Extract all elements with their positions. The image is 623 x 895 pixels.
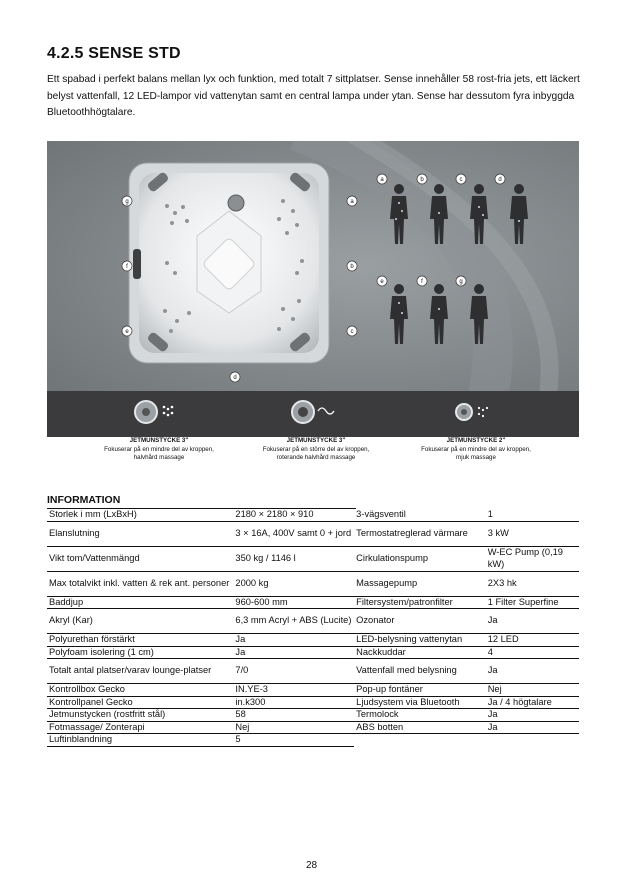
svg-text:f: f (421, 279, 423, 285)
table-cell: Termostatreglerad värmare (354, 521, 486, 546)
table-cell: 7/0 (233, 659, 354, 684)
table-row (47, 521, 579, 546)
page-number: 28 (305, 860, 318, 871)
svg-text:d: d (498, 177, 502, 183)
marker-d: d (233, 375, 237, 381)
table-cell: Nej (233, 721, 354, 734)
table-cell: Ozonator (354, 609, 486, 634)
table-cell: 2180 × 2180 × 910 (233, 509, 354, 521)
information-table (47, 494, 579, 747)
table-cell: Kontrollbox Gecko (47, 684, 233, 697)
table-cell: 6,3 mm Acryl + ABS (Lucite) (233, 609, 354, 634)
marker-c: c (350, 329, 354, 335)
table-cell: 58 (233, 709, 354, 722)
table-cell: 960-600 mm (233, 596, 354, 609)
table-cell: Pop-up fontäner (354, 684, 486, 697)
table-cell: Vikt tom/Vattenmängd (47, 546, 233, 571)
table-cell: Ja (486, 609, 579, 634)
table-cell: Ja (233, 634, 354, 647)
jet-caption-1: JETMUNSTYCKE 3" Fokuserar på en mindre del av kroppen, halvhård massage (104, 437, 214, 462)
table-cell: 350 kg / 1146 l (233, 546, 354, 571)
section-heading: 4.2.5 SENSE STD (47, 45, 181, 62)
table-row (47, 721, 579, 734)
table-cell (486, 734, 579, 747)
table-cell: 3 kW (486, 521, 579, 546)
table-cell: 3-vägsventil (354, 509, 486, 521)
table-cell: Fotmassage/ Zonterapi (47, 721, 233, 734)
table-cell: Vattenfall med belysning (354, 659, 486, 684)
table-cell: Termolock (354, 709, 486, 722)
svg-text:c: c (459, 177, 463, 183)
table-row (47, 734, 579, 747)
table-cell: IN.YE-3 (233, 684, 354, 697)
spa-diagram-graphic (47, 141, 579, 391)
table-row (47, 509, 579, 521)
marker-g: g (125, 199, 129, 205)
table-cell: Ja (486, 659, 579, 684)
table-row (47, 596, 579, 609)
jet-nozzle-icon (128, 397, 188, 427)
svg-text:a: a (380, 177, 384, 183)
small-jet-nozzle-icon (446, 397, 506, 427)
table-row (47, 659, 579, 684)
table-cell: 4 (486, 646, 579, 659)
table-cell: Polyfoam isolering (1 cm) (47, 646, 233, 659)
table-cell: Ja / 4 högtalare (486, 696, 579, 709)
table-row (47, 546, 579, 571)
table-cell: LED-belysning vattenytan (354, 634, 486, 647)
table-cell: ABS botten (354, 721, 486, 734)
table-row (47, 571, 579, 596)
table-cell: Ja (233, 646, 354, 659)
marker-f: f (126, 264, 128, 270)
table-row (47, 646, 579, 659)
table-cell: Jetmunstycken (rostfritt stål) (47, 709, 233, 722)
svg-text:g: g (459, 279, 463, 285)
jet-caption-2: JETMUNSTYCKE 3" Fokuserar på en större del av kroppen, roterande halvhård massage (262, 437, 370, 462)
table-cell: 2000 kg (233, 571, 354, 596)
table-cell (354, 734, 486, 747)
table-cell: Nej (486, 684, 579, 697)
table-cell: 12 LED (486, 634, 579, 647)
table-cell: Kontrollpanel Gecko (47, 696, 233, 709)
table-cell: 1 (486, 509, 579, 521)
intro-paragraph: Ett spabad i perfekt balans mellan lyx och funktion, med totalt 7 sittplatser. Sense innehåller 58 rost-fria jets, ett läckert belyst vattenfall, 12 LED-lampor vid vattenytan samt en central lampa under ytan. Sense har dessutom fyra inbyggda Bluetoothhögtalare. (47, 74, 580, 118)
svg-text:e: e (380, 279, 384, 285)
table-cell: Luftinblandning (47, 734, 233, 747)
table-cell: Akryl (Kar) (47, 609, 233, 634)
table-cell: Nackkuddar (354, 646, 486, 659)
table-row (47, 609, 579, 634)
table-cell: Baddjup (47, 596, 233, 609)
table-cell: Ja (486, 721, 579, 734)
table-cell: Polyurethan förstärkt (47, 634, 233, 647)
table-cell: 2X3 hk (486, 571, 579, 596)
table-cell: 3 × 16A, 400V samt 0 + jord (233, 521, 354, 546)
spa-illustration (47, 141, 579, 391)
table-cell: Max totalvikt inkl. vatten & rek ant. personer (47, 571, 233, 596)
table-cell: Filtersystem/patronfilter (354, 596, 486, 609)
table-cell: in.k300 (233, 696, 354, 709)
marker-e: e (125, 329, 129, 335)
table-row (47, 696, 579, 709)
table-cell: 5 (233, 734, 354, 747)
rotating-jet-nozzle-icon (285, 397, 345, 427)
table-cell: Cirkulationspump (354, 546, 486, 571)
table-cell: Storlek i mm (LxBxH) (47, 509, 233, 521)
table-cell: W-EC Pump (0,19 kW) (486, 546, 579, 571)
table-row (47, 709, 579, 722)
marker-b: b (350, 264, 354, 270)
table-cell: Massagepump (354, 571, 486, 596)
table-cell: Totalt antal platser/varav lounge-platser (47, 659, 233, 684)
table-row (47, 684, 579, 697)
table-cell: Ja (486, 709, 579, 722)
table-row (47, 634, 579, 647)
svg-text:b: b (420, 177, 424, 183)
information-title: INFORMATION (47, 494, 356, 509)
table-cell: 1 Filter Superfine (486, 596, 579, 609)
table-cell: Ljudsystem via Bluetooth (354, 696, 486, 709)
jet-caption-3: JETMUNSTYCKE 2" Fokuserar på en mindre del av kroppen, mjuk massage (421, 437, 531, 462)
table-cell: Elanslutning (47, 521, 233, 546)
marker-a: a (350, 199, 354, 205)
